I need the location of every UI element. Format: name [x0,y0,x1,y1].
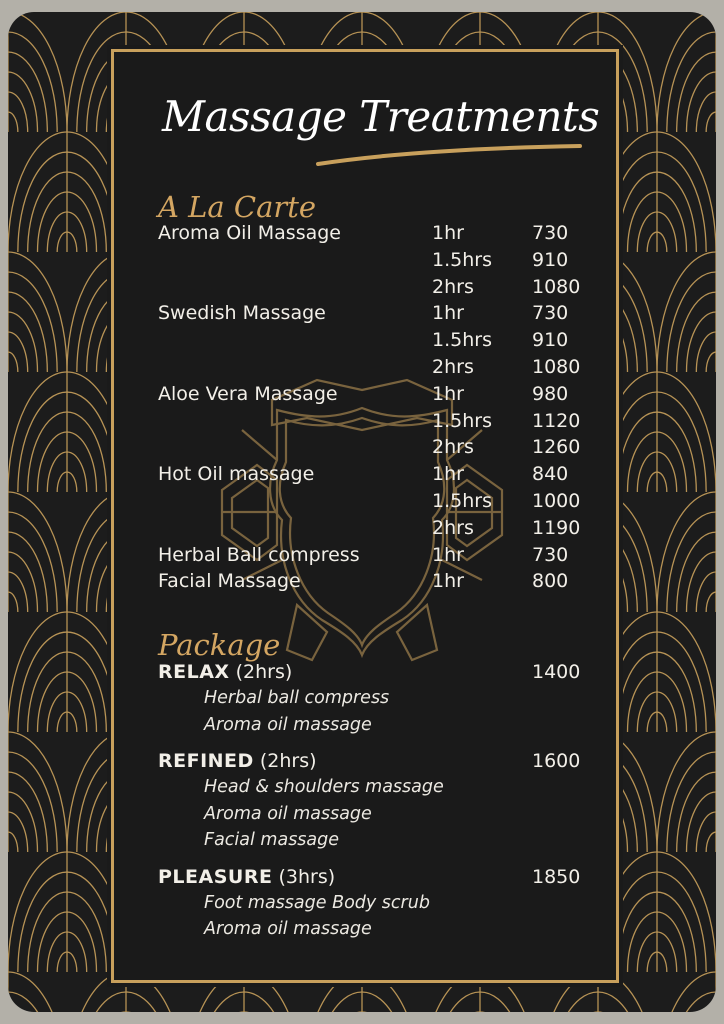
package-price: 1400 [532,661,581,683]
treatment-duration: 1.5hrs [432,409,492,432]
package-include: Herbal ball compress [204,688,390,708]
package-name: PLEASURE (3hrs) [158,865,336,888]
package-include: Aroma oil massage [204,919,372,939]
treatment-duration: 2hrs [432,275,474,298]
treatment-price: 1080 [532,356,581,378]
treatment-name: Aroma Oil Massage [158,222,341,244]
treatment-price: 1080 [532,275,581,298]
treatment-duration: 2hrs [432,356,474,378]
treatment-duration: 1.5hrs [432,329,492,352]
treatment-duration: 2hrs [432,436,474,459]
treatment-name: Hot Oil massage [158,463,315,486]
treatment-name: Herbal Ball compress [158,543,360,566]
treatment-duration: 2hrs [432,516,474,539]
treatment-price: 1000 [532,490,581,512]
menu-panel [111,49,619,983]
a-la-carte-heading: A La Carte [158,190,317,224]
menu-card [8,12,716,1012]
treatment-price: 910 [532,248,569,271]
treatment-duration: 1hr [432,222,464,244]
treatment-price: 800 [532,570,569,593]
package-name: RELAX (2hrs) [158,661,293,683]
title-underline-swash [314,138,584,168]
treatment-duration: 1hr [432,463,464,486]
treatment-price: 840 [532,463,569,486]
package-name: REFINED (2hrs) [158,750,317,772]
treatment-duration: 1hr [432,543,464,566]
package-include: Facial massage [204,830,340,850]
menu-title: Massage Treatments [162,92,600,141]
treatment-price: 910 [532,329,569,352]
treatment-price: 1260 [532,436,581,459]
treatment-duration: 1.5hrs [432,248,492,271]
package-include: Head & shoulders massage [204,777,444,797]
treatment-price: 980 [532,382,569,405]
treatment-duration: 1hr [432,570,464,593]
treatment-duration: 1hr [432,302,464,325]
package-include: Aroma oil massage [204,803,372,824]
package-price: 1850 [532,865,581,888]
treatment-price: 730 [532,222,569,244]
treatment-price: 1190 [532,516,581,539]
treatment-name: Facial Massage [158,570,301,593]
treatment-price: 730 [532,543,569,566]
treatment-price: 1120 [532,409,581,432]
treatment-name: Aloe Vera Massage [158,382,338,405]
package-heading: Package [158,628,281,662]
package-price: 1600 [532,750,581,772]
package-include: Foot massage Body scrub [204,892,430,913]
treatment-price: 730 [532,302,569,325]
treatment-duration: 1hr [432,382,464,405]
package-include: Aroma oil massage [204,714,372,735]
treatment-name: Swedish Massage [158,302,326,325]
treatment-duration: 1.5hrs [432,490,492,512]
